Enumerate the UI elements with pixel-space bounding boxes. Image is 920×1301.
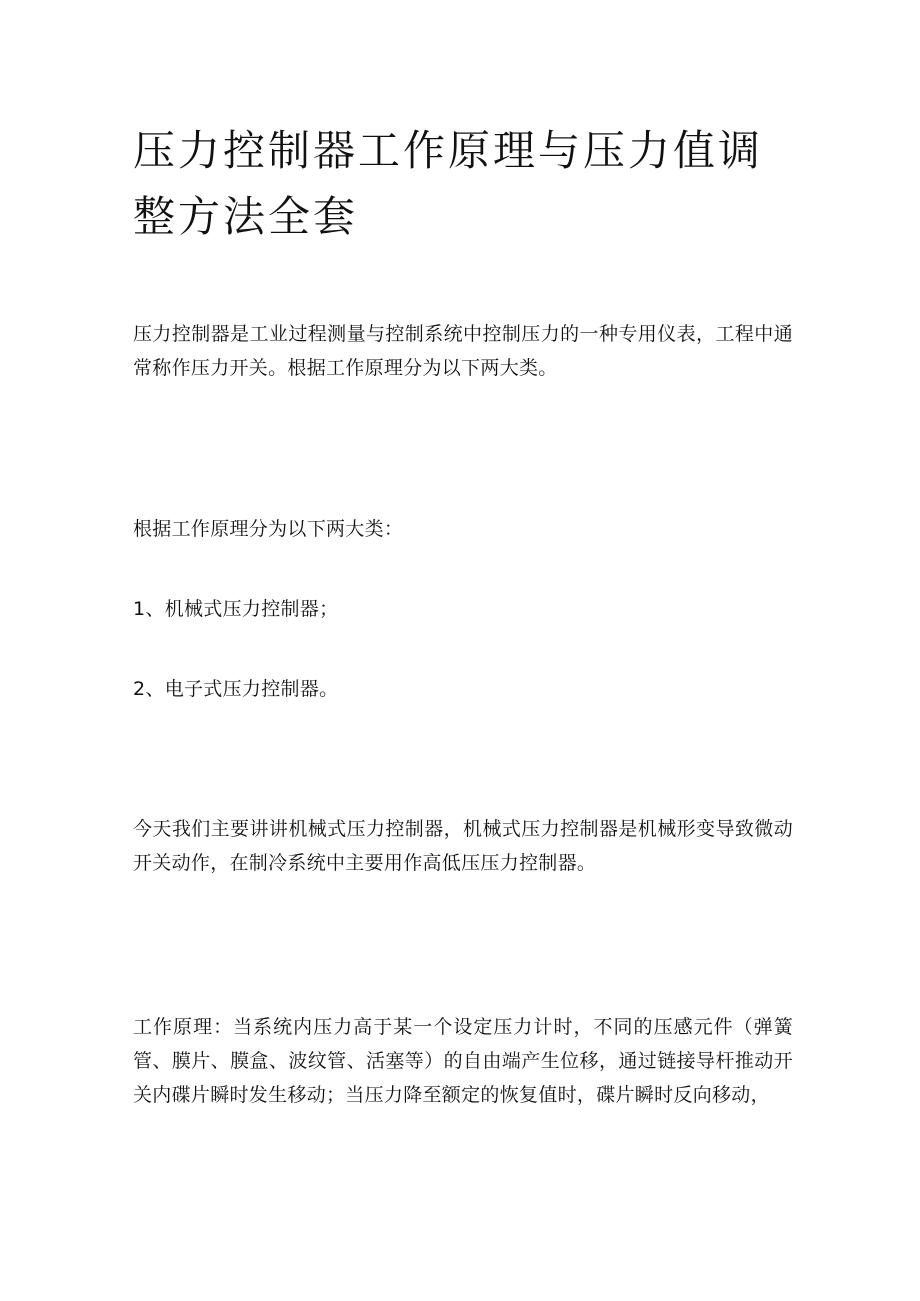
list-item-electronic: 2、电子式压力控制器。 [133, 678, 339, 700]
intro-paragraph: 压力控制器是工业过程测量与控制系统中控制压力的一种专用仪表，工程中通常称作压力开关。根据工作原理分为以下两大类。 [133, 323, 793, 379]
document-title: 压力控制器工作原理与压力值调整方法全套 [133, 126, 764, 241]
mechanical-intro-paragraph: 今天我们主要讲讲机械式压力控制器，机械式压力控制器是机械形变导致微动开关动作，在制冷系统中主要用作高低压压力控制器。 [133, 818, 793, 874]
list-item-mechanical: 1、机械式压力控制器； [133, 598, 339, 620]
working-principle-paragraph: 工作原理：当系统内压力高于某一个设定压力计时，不同的压感元件（弹簧管、膜片、膜盒、波纹管、活塞等）的自由端产生位移，通过链接导杆推动开关内碟片瞬时发生移动；当压力降至额定的恢复值时，碟片瞬时反向移动， [133, 1016, 793, 1106]
classification-heading: 根据工作原理分为以下两大类： [133, 518, 404, 540]
